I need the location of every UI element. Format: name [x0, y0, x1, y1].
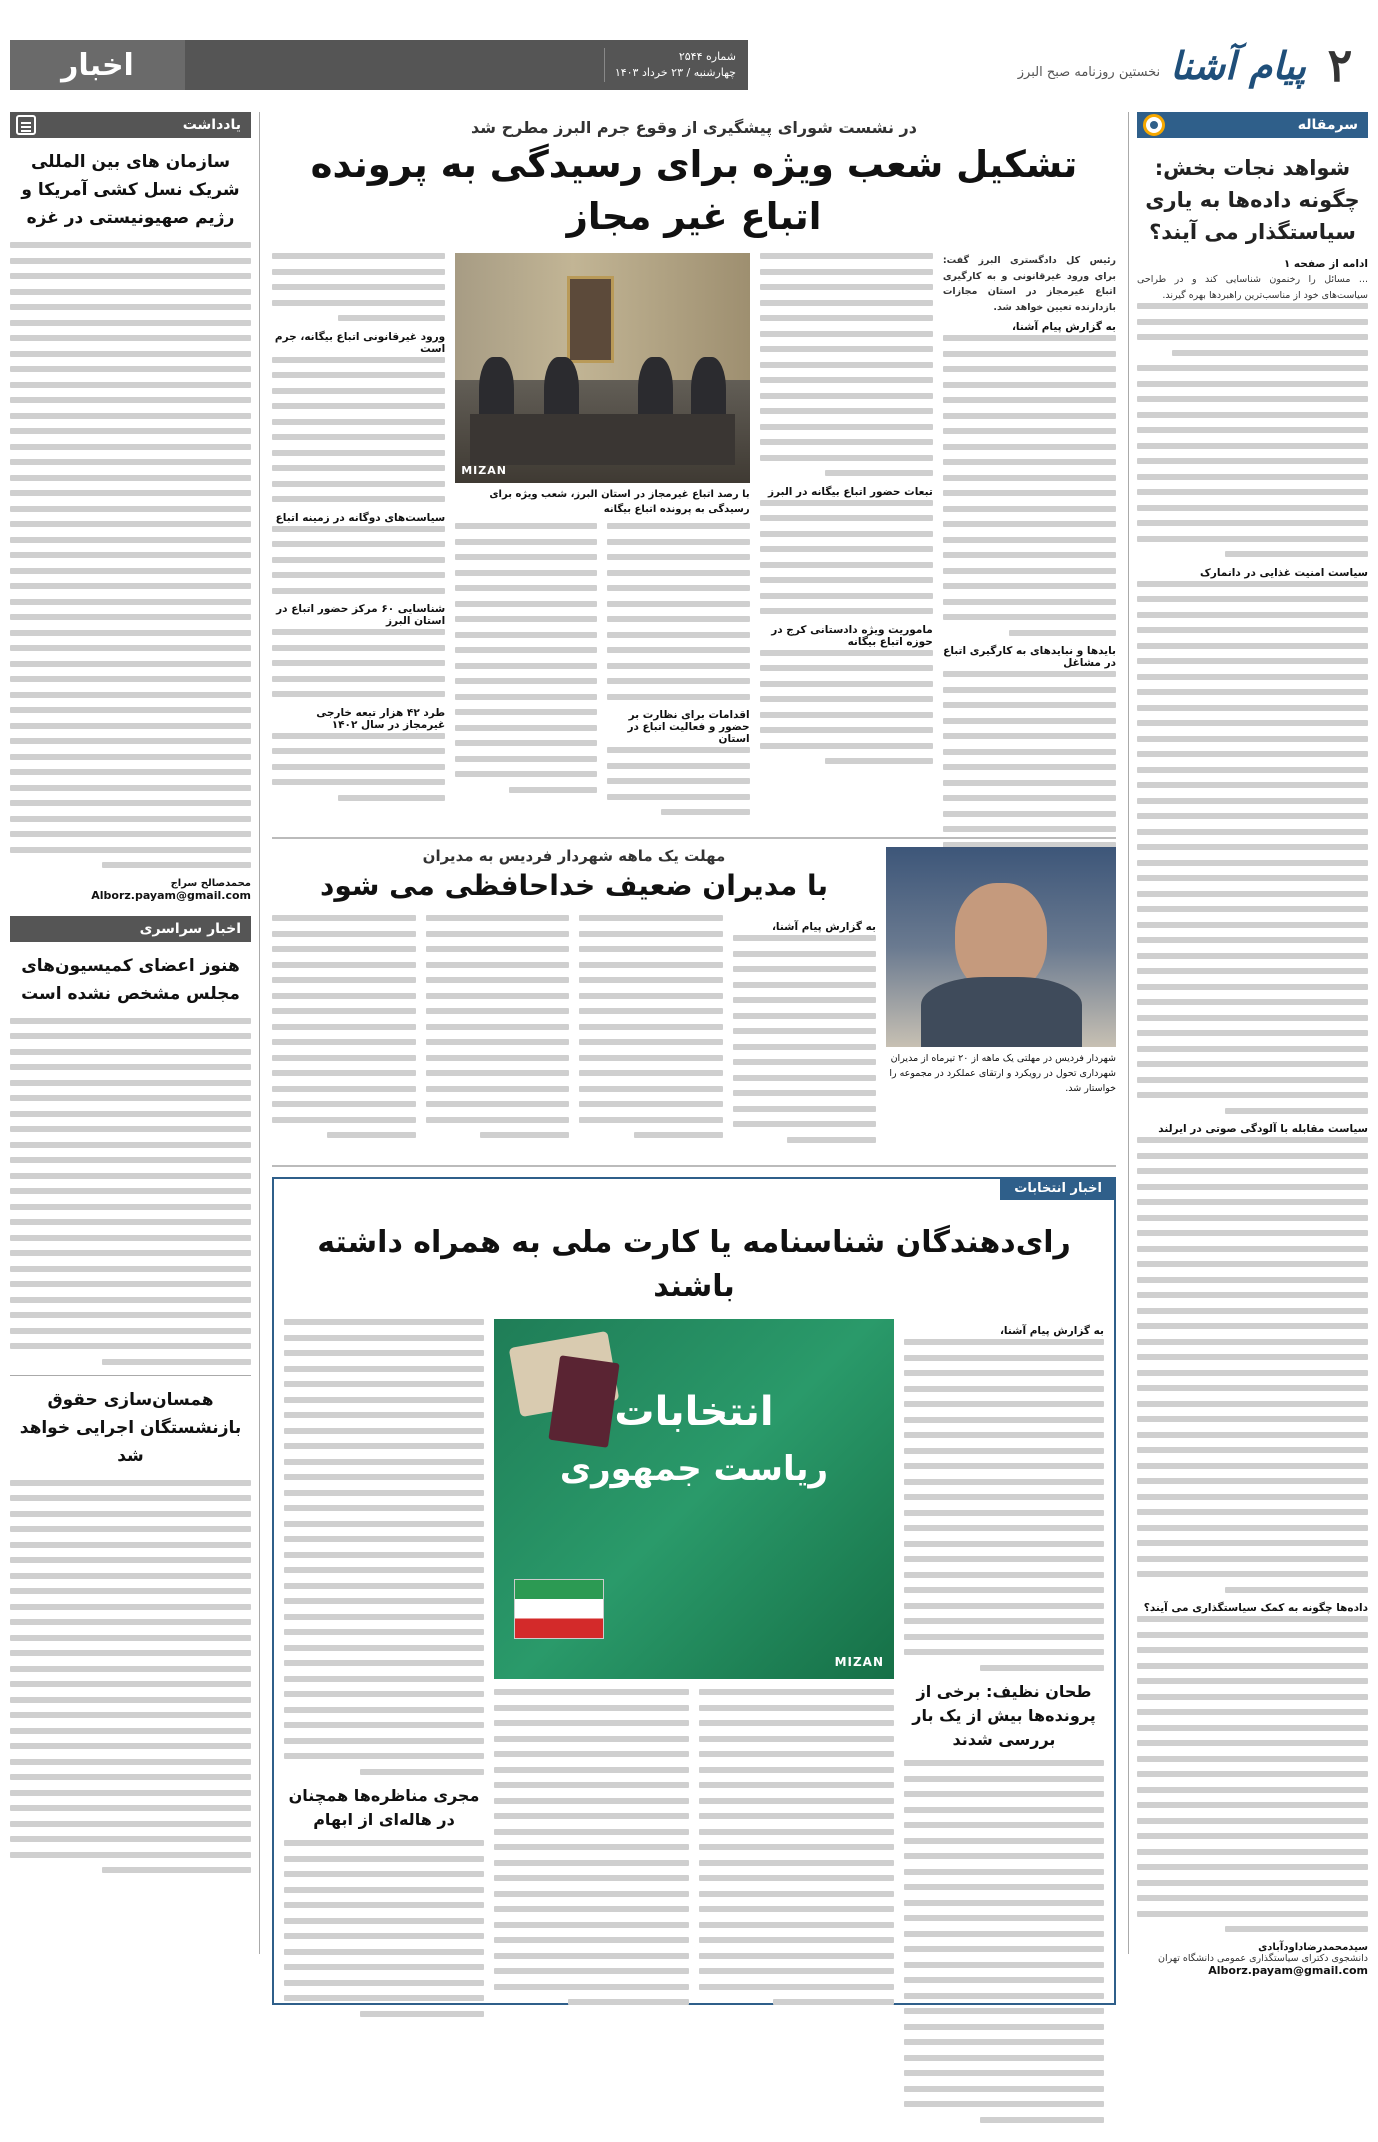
masthead-brand	[748, 40, 1368, 90]
note-tab-label: یادداشت	[182, 117, 241, 133]
mayor-photo-caption: شهردار فردیس در مهلتی یک ماهه از ۲۰ تیرماه از مدیران شهرداری تحول در رویکرد و ارتقای عملکرد در مجموعه را خواستار شد.	[889, 1053, 1116, 1094]
election-text-4	[494, 1689, 689, 2005]
election-poster	[494, 1319, 894, 1679]
poster-title-2: ریاست جمهوری	[559, 1449, 829, 1489]
national-news-1-title: هنوز اعضای کمیسیون‌های مجلس مشخص نشده است	[21, 955, 240, 1004]
top-story-text-4	[760, 500, 933, 615]
top-story-text-1	[943, 335, 1116, 636]
top-story-col-2	[760, 253, 933, 823]
top-story-subhead-5: سیاست‌های دوگانه در زمینه اتباع	[275, 511, 446, 524]
editorial-tab-label: سرمقاله	[1297, 117, 1358, 133]
election-news-section	[272, 1177, 1116, 2005]
newspaper-logo: پیام آشنا	[1170, 42, 1306, 88]
election-lower-cols	[494, 1689, 894, 2015]
mayor-story-cols	[272, 915, 876, 1152]
top-story-subhead-3: بایدها و نبایدهای به کارگیری اتباع در مشاغل	[943, 645, 1116, 669]
editorial-subhead-2: سیاست مقابله با آلودگی صوتی در ایرلند	[1158, 1123, 1368, 1135]
note-title: سازمان های بین المللی شریک نسل کشی آمریکا و رژیم صهیونیستی در غزه	[21, 152, 240, 228]
editorial-author-title: دانشجوی دکترای سیاستگذاری عمومی دانشگاه تهران	[1157, 1952, 1368, 1964]
top-story-col-1	[943, 253, 1116, 823]
masthead-separator	[604, 48, 605, 82]
top-story-text-13	[272, 733, 445, 801]
left-column	[10, 112, 260, 1954]
top-story-text-5	[760, 650, 933, 765]
election-text-6	[284, 1840, 484, 2017]
eye-icon	[1143, 114, 1165, 136]
editorial-column	[1128, 112, 1368, 1977]
national-news-1-body	[10, 1018, 251, 1365]
section-name: اخبار	[10, 40, 185, 90]
meeting-photo-caption: با رصد اتباع غیرمجاز در استان البرز، شعب ویژه برای رسیدگی به پرونده اتباع بیگانه	[489, 489, 750, 515]
election-text-5	[284, 1319, 484, 1775]
mayor-story	[272, 837, 1116, 1167]
top-story-text-9	[272, 253, 445, 321]
election-col-3	[284, 1319, 484, 2132]
election-byline: به گزارش پیام آشنا،	[999, 1325, 1104, 1337]
national-news-2-title: همسان‌سازی حقوق بازنشستگان اجرایی خواهد شد	[19, 1389, 242, 1466]
editorial-continued: ادامه از صفحه ۱	[1283, 258, 1368, 270]
election-body	[274, 1309, 1114, 2142]
top-story-subhead-8: اقدامات برای نظارت بر حضور و فعالیت اتباع در استان	[627, 709, 750, 745]
issue-number: شماره ۲۵۴۴	[678, 50, 736, 63]
mayor-story-byline: به گزارش پیام آشنا،	[771, 921, 876, 933]
election-box-1-title: طحان نظیف: برخی از پرونده‌ها بیش از یک بار بررسی شدند	[912, 1682, 1096, 1749]
notepad-icon	[16, 115, 36, 135]
top-story-text-12	[272, 629, 445, 697]
editorial-email[interactable]: Alborz.payam@gmail.com	[1208, 1963, 1368, 1977]
top-story-byline: به گزارش پیام آشنا،	[1011, 321, 1116, 333]
top-story-headline: تشکیل شعب ویژه برای رسیدگی به پرونده اتباع غیر مجاز	[310, 143, 1078, 238]
editorial-author: سیدمحمدرضاداودآبادی	[1258, 1941, 1368, 1953]
editorial-body-text-3	[1137, 1137, 1368, 1593]
editorial-title: شواهد نجات بخش: چگونه داده‌ها به یاری سیاستگذار می آیند؟	[1145, 156, 1360, 244]
center-column	[272, 112, 1116, 1954]
news-divider	[10, 1375, 251, 1376]
top-story-text-8	[455, 523, 597, 793]
top-story-text-10	[272, 357, 445, 503]
meeting-photo	[455, 253, 749, 483]
editorial-subhead-3: داده‌ها چگونه به کمک سیاستگذاری می آیند؟	[1143, 1602, 1368, 1614]
top-story-subhead-6: شناسایی ۶۰ مرکز حضور اتباع در استان البرز	[276, 603, 446, 627]
election-headline: رای‌دهندگان شناسنامه یا کارت ملی به همراه داشته باشند	[317, 1225, 1071, 1304]
editorial-body-text-4	[1137, 1616, 1368, 1932]
top-story-text-11	[272, 526, 445, 594]
top-story-body	[272, 253, 1116, 823]
editorial-subhead-1: سیاست امنیت غذایی در دانمارک	[1200, 566, 1368, 579]
top-story-text-3	[760, 253, 933, 476]
iran-flag-icon	[514, 1579, 604, 1639]
note-tab	[10, 112, 251, 138]
top-story-subhead-2: ماموریت ویژه دادستانی کرج در حوزه اتباع بیگانه	[771, 623, 933, 648]
photo-watermark: MIZAN	[461, 464, 507, 477]
top-story-lower-cols	[455, 523, 749, 825]
mayor-text-3	[426, 915, 570, 1138]
mayor-photo	[886, 847, 1116, 1047]
top-story-col-4	[272, 253, 445, 823]
top-story-lead: رئیس کل دادگستری البرز گفت: برای ورود غیرقانونی و به کارگیری اتباع غیرمجاز در استان مجازات بازدارنده تعیین خواهد شد.	[942, 255, 1116, 313]
election-text-2	[904, 1760, 1104, 2123]
top-story-kicker: در نشست شورای پیشگیری از وقوع جرم البرز مطرح شد	[471, 118, 917, 137]
national-news-2-body	[10, 1480, 251, 1874]
election-text-1	[904, 1339, 1104, 1671]
election-tab: اخبار انتخابات	[1000, 1177, 1116, 1200]
mayor-story-headline: با مدیران ضعیف خداحافظی می شود	[319, 869, 829, 902]
poster-watermark: MIZAN	[834, 1655, 884, 1669]
national-news-tab-label: اخبار سراسری	[139, 920, 241, 937]
note-author: محمدصالح سراج	[170, 877, 251, 889]
mayor-photo-block	[886, 847, 1116, 1107]
election-box-2-title: مجری مناظره‌ها همچنان در هاله‌ای از ابهام	[288, 1786, 480, 1829]
mayor-text-1	[733, 935, 877, 1143]
editorial-body-text-2	[1137, 581, 1368, 1114]
page-number: ۲	[1327, 38, 1353, 92]
mayor-story-text	[272, 847, 876, 1157]
editorial-body-text	[1137, 303, 1368, 557]
election-col-2	[494, 1319, 894, 2132]
editorial-lead: ... مسائل را رخنمون شناسایی کند و در طراحی سیاست‌های خود از مناسب‌ترین راهبردها بهره گیرند.	[1137, 274, 1368, 301]
election-text-3	[699, 1689, 894, 2005]
poster-title-1: انتخابات	[614, 1389, 774, 1435]
top-story-text-6	[607, 523, 749, 700]
masthead	[10, 40, 1368, 90]
note-email[interactable]: Alborz.payam@gmail.com	[91, 888, 251, 902]
top-story-text-2	[943, 671, 1116, 848]
mayor-text-4	[272, 915, 416, 1138]
top-story-subhead-7: طرد ۴۲ هزار تبعه خارجی غیرمجاز در سال ۱۴۰۲	[316, 706, 446, 731]
mayor-story-kicker: مهلت یک ماهه شهردار فردیس به مدیران	[422, 847, 726, 865]
issue-date: چهارشنبه / ۲۳ خرداد ۱۴۰۳	[614, 66, 736, 79]
issue-info	[185, 40, 748, 90]
national-news-tab	[10, 916, 251, 942]
note-body-text	[10, 242, 251, 868]
top-story-subhead-1: تبعات حضور اتباع بیگانه در البرز	[767, 485, 933, 498]
editorial-tab	[1137, 112, 1368, 138]
election-col-1	[904, 1319, 1104, 2132]
mayor-text-2	[579, 915, 723, 1138]
top-story-col-3	[455, 253, 749, 823]
top-story-subhead-4: ورود غیرقانونی اتباع بیگانه، جرم است	[274, 330, 446, 355]
top-story-text-7	[607, 747, 749, 815]
tagline: نخستین روزنامه صبح البرز	[1017, 65, 1161, 80]
